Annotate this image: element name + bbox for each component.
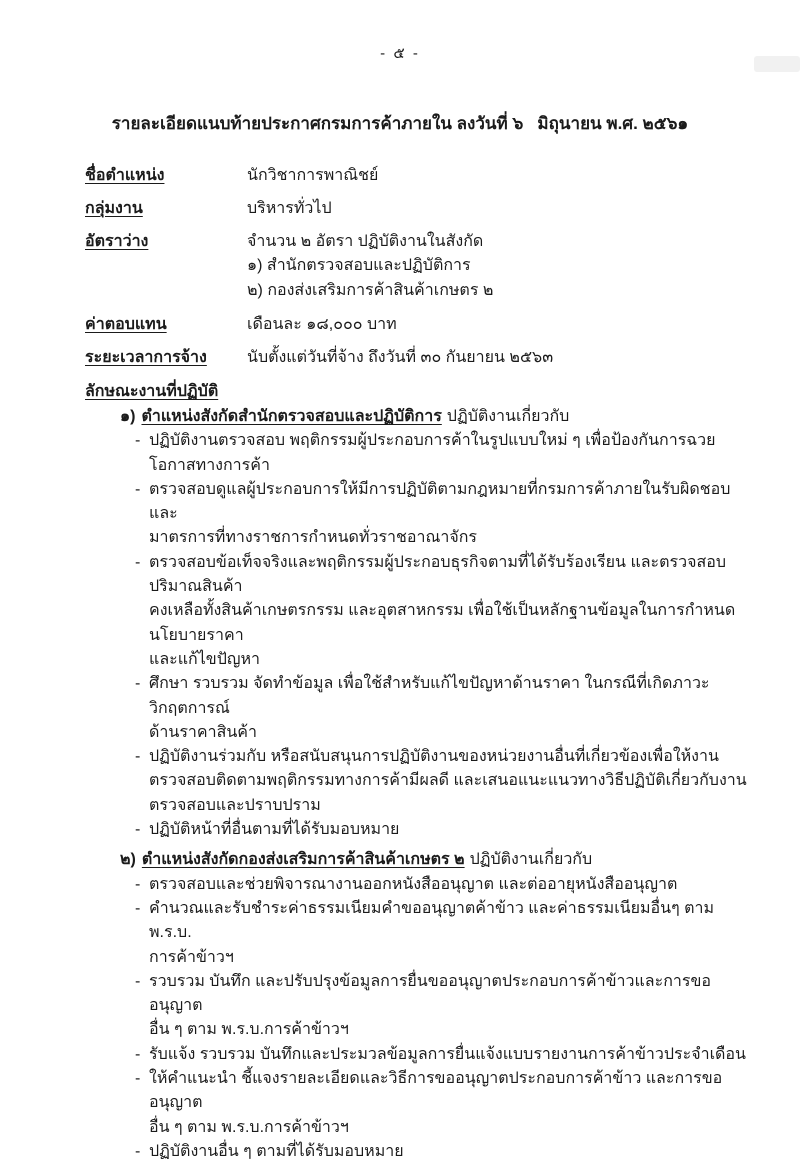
info-row-compensation <box>85 314 760 336</box>
bullet-line: ปฏิบัติงานตรวจสอบ พฤติกรรมผู้ประกอบการค้าในรูปแบบใหม่ ๆ เพื่อป้องกันการฉวยโอกาสทางการค้า <box>149 432 716 474</box>
bullet-line: ตรวจสอบดูแลผู้ประกอบการให้มีการปฏิบัติตามกฎหมายที่กรมการค้าภายในรับผิดชอบและ <box>149 480 731 523</box>
bullet-line: ตรวจสอบและช่วยพิจารณางานออกหนังสืออนุญาต และต่ออายุหนังสืออนุญาต <box>149 875 678 893</box>
position-info <box>0 165 800 369</box>
info-row-work-group <box>85 198 760 220</box>
section-title-suffix: ปฏิบัติงานเกี่ยวกับ <box>469 851 593 869</box>
document-page <box>0 44 800 1175</box>
bullet-line: มาตรการที่ทางราชการกำหนดทั่วราชอาณาจักร <box>149 529 477 547</box>
list-item <box>135 1067 748 1140</box>
bullet-dash: - <box>135 432 141 450</box>
list-item <box>135 873 748 897</box>
duty-section-2 <box>120 848 748 1164</box>
bullet-line: ตรวจสอบและปราบปราม <box>149 796 321 814</box>
list-item <box>135 478 748 551</box>
bullet-dash: - <box>135 1045 141 1063</box>
info-label: อัตราว่าง <box>85 233 149 250</box>
bullet-line: คำนวณและรับชำระค่าธรรมเนียมคำขออนุญาตค้าข้าว และค่าธรรมเนียมอื่นๆ ตาม พ.ร.บ. <box>149 899 715 942</box>
list-item <box>135 1140 748 1164</box>
bullet-dash: - <box>135 748 141 766</box>
section-title: ตำแหน่งสังกัดกองส่งเสริมการค้าสินค้าเกษตร ๒ <box>141 851 465 869</box>
info-value: นักวิชาการพาณิชย์ <box>247 167 379 184</box>
bullet-dash: - <box>135 1070 141 1088</box>
bullet-line: อื่น ๆ ตาม พ.ร.บ.การค้าข้าวฯ <box>149 1118 349 1136</box>
duty-bullet-list <box>135 429 748 842</box>
vacancy-unit-1: ๑) สำนักตรวจสอบและปฏิบัติการ <box>247 257 471 274</box>
list-item <box>135 672 748 745</box>
info-label: ค่าตอบแทน <box>85 316 167 333</box>
info-label: กลุ่มงาน <box>85 200 143 217</box>
vacancy-unit-2: ๒) กองส่งเสริมการค้าสินค้าเกษตร ๒ <box>247 282 494 299</box>
bullet-dash: - <box>135 675 141 693</box>
bullet-line: ตรวจสอบข้อเท็จจริงและพฤติกรรมผู้ประกอบธุรกิจตามที่ได้รับร้องเรียน และตรวจสอบปริมาณสินค้า <box>149 553 727 596</box>
bullet-line: ปฏิบัติงานร่วมกับ หรือสนับสนุนการปฏิบัติงานของหน่วยงานอื่นที่เกี่ยวข้องเพื่อให้งาน <box>149 748 719 766</box>
info-value-block <box>247 231 493 303</box>
bullet-dash: - <box>135 972 141 990</box>
section-title-suffix: ปฏิบัติงานเกี่ยวกับ <box>446 408 570 425</box>
scan-smudge-artifact <box>754 56 800 72</box>
bullet-dash: - <box>135 899 141 917</box>
bullet-dash: - <box>135 553 141 571</box>
bullet-line: ปฏิบัติหน้าที่อื่นตามที่ได้รับมอบหมาย <box>149 821 400 839</box>
list-item <box>135 897 748 970</box>
bullet-line: ศึกษา รวบรวม จัดทำข้อมูล เพื่อใช้สำหรับแก้ไขปัญหาด้านราคา ในกรณีที่เกิดภาวะวิกฤตการณ์ <box>149 675 710 717</box>
page-number: - ๕ - <box>380 45 420 62</box>
bullet-line: และแก้ไขปัญหา <box>149 650 261 668</box>
bullet-dash: - <box>135 875 141 893</box>
bullet-line: การค้าข้าวฯ <box>149 948 234 966</box>
list-item <box>135 970 748 1043</box>
list-item <box>135 745 748 818</box>
info-label: ระยะเวลาการจ้าง <box>85 349 207 366</box>
bullet-dash: - <box>135 480 141 498</box>
bullet-line: ปฏิบัติงานอื่น ๆ ตามที่ได้รับมอบหมาย <box>149 1142 404 1160</box>
list-item <box>135 551 748 672</box>
info-label: ชื่อตำแหน่ง <box>85 167 165 184</box>
list-item <box>135 818 748 842</box>
bullet-line: รับแจ้ง รวบรวม บันทึกและประมวลข้อมูลการยื่นแจ้งแบบรายงานการค้าข้าวประจำเดือน <box>149 1045 746 1063</box>
info-value: นับตั้งแต่วันที่จ้าง ถึงวันที่ ๓๐ กันยายน ๒๕๖๓ <box>247 349 554 366</box>
duties-heading: ลักษณะงานที่ปฏิบัติ <box>85 383 219 400</box>
section-title: ตำแหน่งสังกัดสำนักตรวจสอบและปฏิบัติการ <box>141 408 442 425</box>
bullet-line: คงเหลือทั้งสินค้าเกษตรกรรม และอุตสาหกรรม เพื่อใช้เป็นหลักฐานข้อมูลในการกำหนดนโยบายราคา <box>149 602 736 644</box>
bullet-line: อื่น ๆ ตาม พ.ร.บ.การค้าข้าวฯ <box>149 1021 349 1039</box>
list-item <box>135 429 748 478</box>
bullet-dash: - <box>135 1142 141 1160</box>
vacancy-count: จำนวน ๒ อัตรา ปฏิบัติงานในสังกัด <box>247 233 484 250</box>
section-number: ๑) <box>120 408 136 425</box>
bullet-dash: - <box>135 821 141 839</box>
bullet-line: ตรวจสอบติดตามพฤติกรรมทางการค้ามีผลดี และเสนอแนะแนวทางวิธีปฏิบัติเกี่ยวกับงาน <box>149 772 747 790</box>
list-item <box>135 1043 748 1067</box>
document-title: รายละเอียดแนบท้ายประกาศกรมการค้าภายใน ลงวันที่ ๖ มิถุนายน พ.ศ. ๒๕๖๑ <box>111 114 689 133</box>
bullet-line: ด้านราคาสินค้า <box>149 723 257 741</box>
section-number: ๒) <box>120 851 136 869</box>
info-row-employment-period <box>85 347 760 369</box>
info-row-position-name <box>85 165 760 187</box>
info-value: เดือนละ ๑๘,๐๐๐ บาท <box>247 316 397 333</box>
info-row-vacancies <box>85 231 760 303</box>
duty-section-2-heading <box>120 848 748 872</box>
bullet-line: ให้คำแนะนำ ชี้แจงรายละเอียดและวิธีการขออนุญาตประกอบการค้าข้าว และการขออนุญาต <box>149 1070 723 1112</box>
duty-section-1-heading <box>120 405 748 429</box>
bullet-line: รวบรวม บันทึก และปรับปรุงข้อมูลการยื่นขออนุญาตประกอบการค้าข้าวและการขออนุญาต <box>149 972 712 1015</box>
info-value: บริหารทั่วไป <box>247 200 332 217</box>
duty-bullet-list <box>135 873 748 1165</box>
duty-section-1 <box>120 405 748 842</box>
